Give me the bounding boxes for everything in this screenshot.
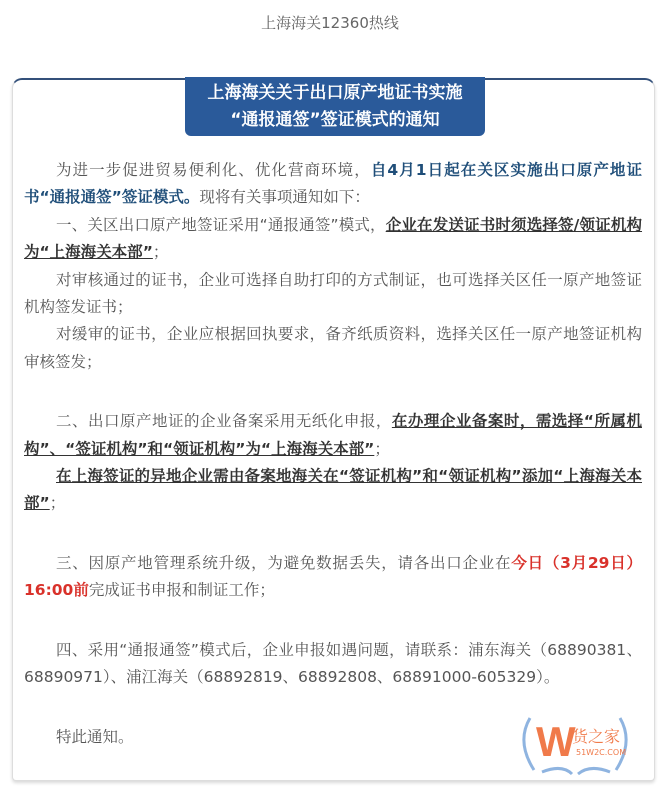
logo-name: 货之家 [572, 727, 621, 746]
paragraph-item-1 [24, 212, 642, 267]
title-line-1: 上海海关关于出口原产地证书实施 [207, 83, 463, 103]
text: ； [49, 494, 66, 513]
source-header: 上海海关12360热线 [261, 14, 399, 32]
text: 一、关区出口原产地签证采用“通报通签”模式， [56, 215, 386, 234]
text: 二、出口原产地证的企业备案采用无纸化申报， [56, 412, 392, 431]
paragraph-item-2 [24, 408, 642, 463]
text: 为进一步促进贸易便利化、优化营商环境， [56, 161, 371, 179]
highlight-text: 自4月1日起在关区实施出口原产地证书“通报通签”签证模式。 [24, 161, 642, 207]
text: 现将有关事项通知如下： [199, 188, 370, 207]
underlined-text: 企业在发送证书时须选择签/领证机构为“上海海关本部” [24, 215, 643, 262]
paragraph-deferred: 对缓审的证书，企业应根据回执要求，备齐纸质资料，选择关区任一原产地签证机构审核签发； [24, 325, 642, 371]
deadline-text: 今日（3月29日）16:00前 [24, 553, 642, 600]
text: 完成证书申报和制证工作； [88, 581, 275, 600]
underlined-text: 在上海签证的异地企业需由备案地海关在“签证机构”和“领证机构”添加“上海海关本部” [24, 467, 642, 513]
notice-body [24, 157, 642, 751]
paragraph-intro [24, 157, 642, 212]
text: ； [374, 439, 390, 458]
closing: 特此通知。 [56, 727, 134, 746]
text: ； [152, 243, 169, 262]
underlined-text: 在办理企业备案时，需选择“所属机构”、“签证机构”和“领证机构”为“上海海关本部” [24, 412, 642, 458]
title-line-2: “通报通签”签证模式的通知 [230, 110, 440, 130]
paragraph-item-3 [24, 550, 642, 605]
watermark-logo [512, 712, 638, 778]
logo-letter: W [536, 718, 576, 765]
logo-domain: 51W2C.COM [576, 748, 627, 757]
notice-title [185, 77, 485, 136]
text: 三、因原产地管理系统升级，为避免数据丢失，请各出口企业在 [56, 553, 512, 572]
paragraph-approved: 对审核通过的证书，企业可选择自助打印的方式制证，也可选择关区任一原产地签证机构签发证书； [24, 270, 642, 317]
paragraph-remote [24, 463, 642, 518]
paragraph-item-4: 四、采用“通报通签”模式后，企业申报如遇问题，请联系：浦东海关（68890381、68890971）、浦江海关（68892819、68892808、68891000-605329）。 [24, 640, 642, 687]
